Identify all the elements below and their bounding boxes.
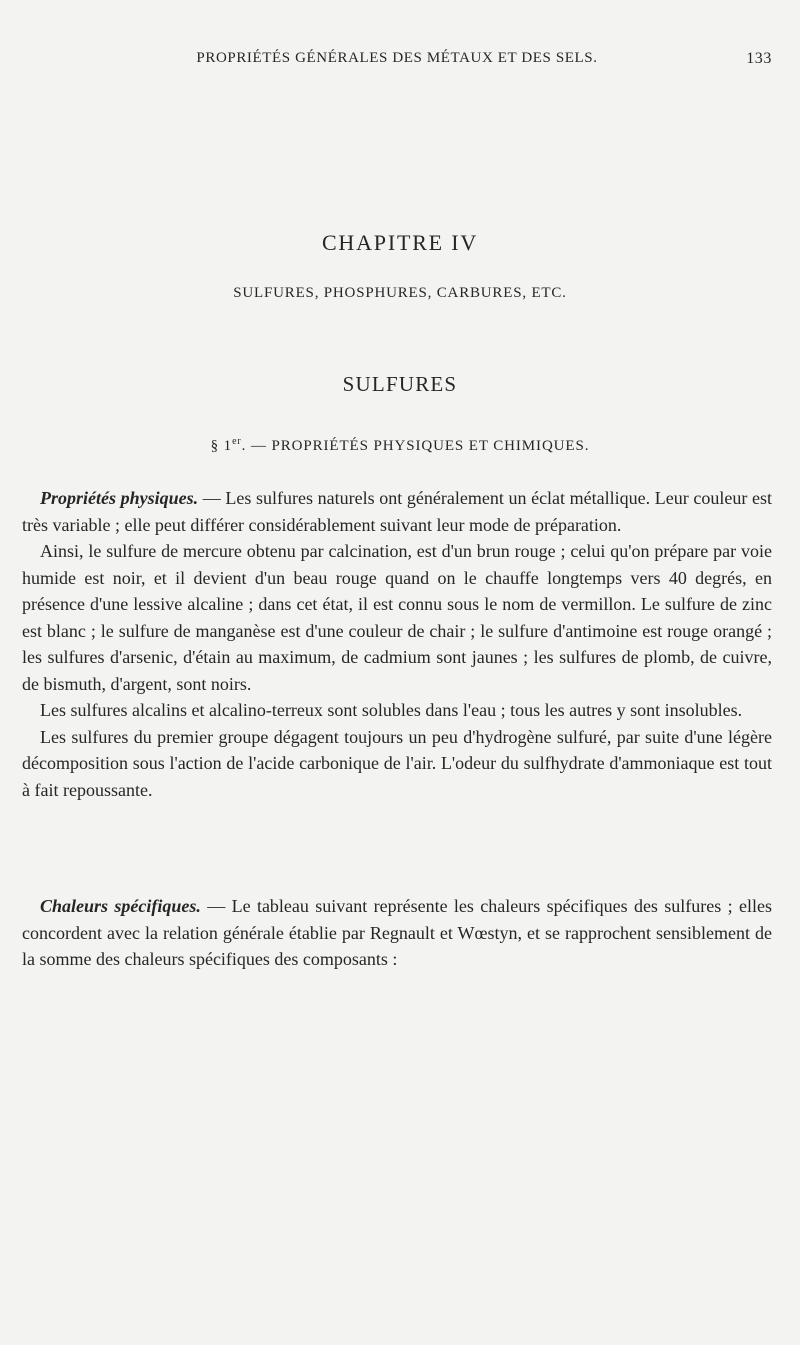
paragraph-heading (0, 436, 800, 455)
body-text-specific-heats (22, 893, 772, 973)
paragraph-physical-properties (22, 485, 772, 538)
running-title: PROPRIÉTÉS GÉNÉRALES DES MÉTAUX ET DES SELS. (196, 50, 598, 66)
body-text-physical (22, 485, 772, 803)
text-physical-properties: — Les sulfures naturels ont généralement un éclat métallique. Leur couleur est très variable ; elle peut différer considérablement suivant leur mode de préparation. (22, 488, 772, 535)
running-header (22, 50, 772, 74)
lead-physical-properties: Propriétés physiques. (40, 488, 199, 508)
section-title: SULFURES (342, 372, 458, 396)
paragraph-sign: § 1 (210, 438, 233, 454)
text-specific-heats: — Le tableau suivant représente les chaleurs spécifiques des sulfures ; elles concordent avec la relation générale établie par Regnault et Wœstyn, et se rapprochent sensiblement de la somme des chaleurs spécifiques des composants : (22, 896, 772, 969)
paragraph-solubility: Les sulfures alcalins et alcalino-terreux sont solubles dans l'eau ; tous les autres y sont insolubles. (40, 700, 743, 720)
chapter-subtitle: SULFURES, PHOSPHURES, CARBURES, ETC. (233, 285, 567, 301)
paragraph-title: . — PROPRIÉTÉS PHYSIQUES ET CHIMIQUES. (241, 438, 590, 454)
chapter-title: CHAPITRE IV (321, 230, 479, 255)
page-number: 133 (746, 50, 772, 67)
paragraph-sup: er (232, 436, 242, 447)
paragraph-hydrogen-sulfide: Les sulfures du premier groupe dégagent toujours un peu d'hydrogène sulfuré, par suite d'une légère décomposition sous l'action de l'acide carbonique de l'air. L'odeur du sulfhydrate d'ammoniaque est tout à fait repoussante. (22, 726, 772, 800)
lead-specific-heats: Chaleurs spécifiques. (40, 896, 201, 916)
paragraph-colors: Ainsi, le sulfure de mercure obtenu par calcination, est d'un brun rouge ; celui qu'on prépare par voie humide est noir, et il devient d'un beau rouge quand on le chauffe longtemps vers 40 degrés, en présence d'une lessive alcaline ; dans cet état, il est connu sous le nom de vermillon. Le sulfure de zinc est blanc ; le sulfure de manganèse est d'une couleur de chair ; le sulfure d'antimoine est rouge orangé ; les sulfures d'arsenic, d'étain au maximum, de cadmium sont jaunes ; les sulfures de plomb, de cuivre, de bismuth, d'argent, sont noirs. (22, 541, 772, 694)
paragraph-specific-heats (22, 893, 772, 973)
